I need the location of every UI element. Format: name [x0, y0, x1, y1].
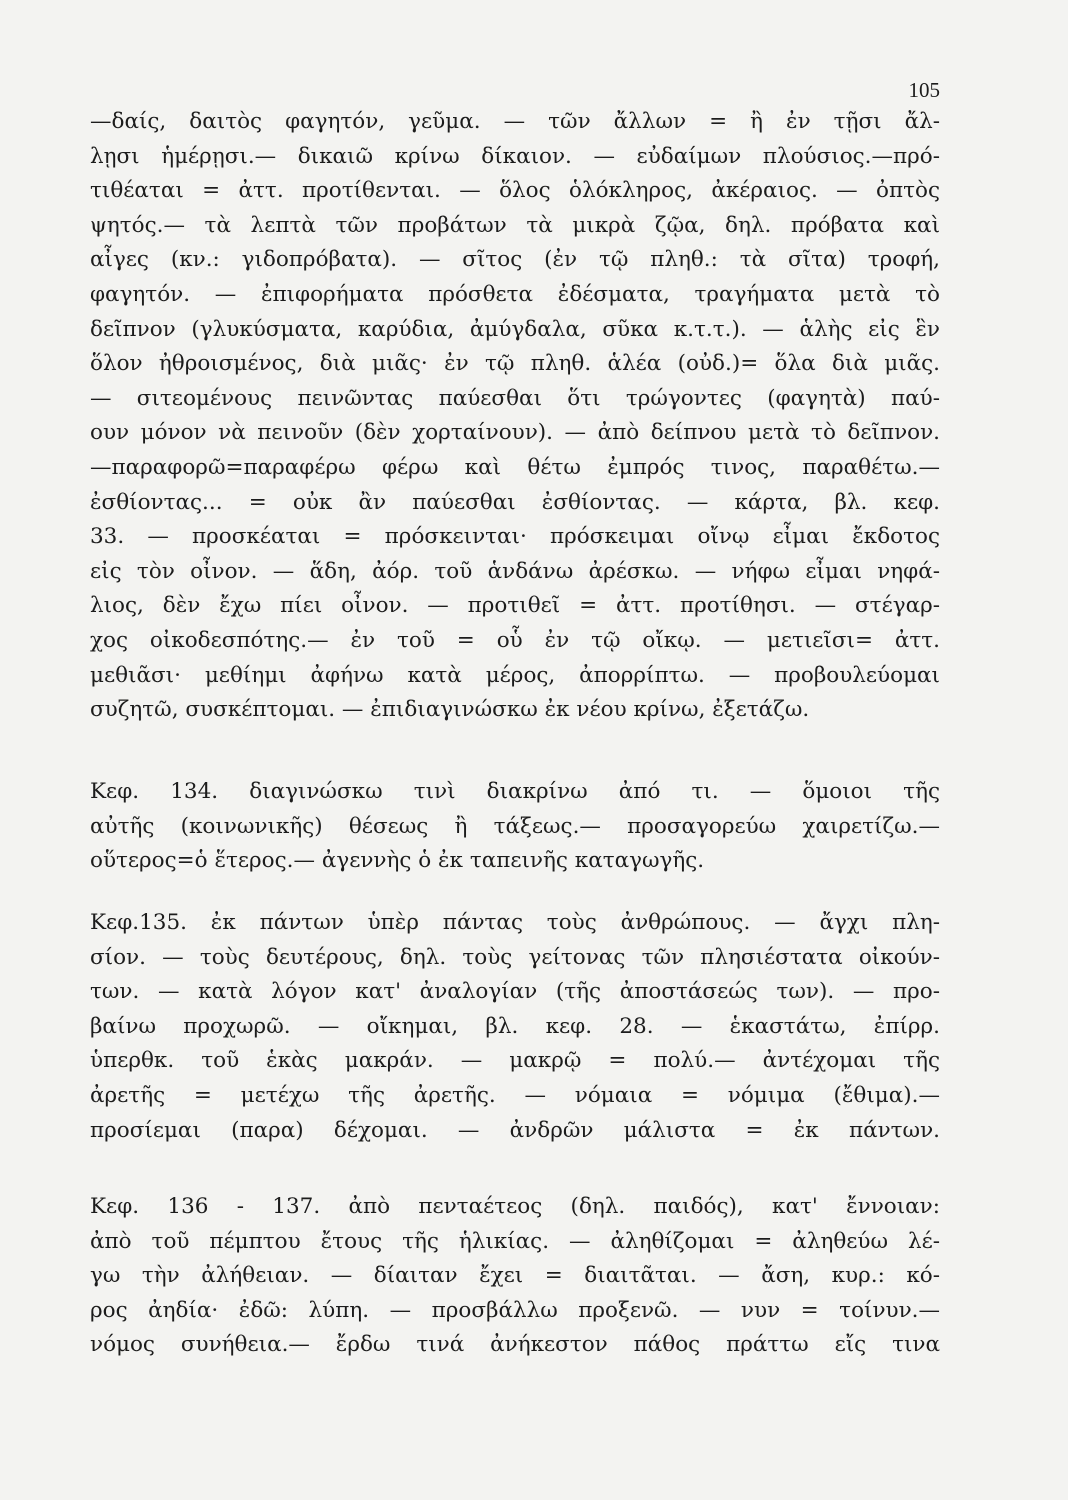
- paragraph-notes: [90, 105, 940, 728]
- text-line: των. — κατὰ λόγον κατ' ἀναλογίαν (τῆς ἀποστάσεώς των). — προ-: [90, 979, 940, 1005]
- text-line: συζητῶ, συσκέπτομαι. — ἐπιδιαγινώσκω ἐκ νέου κρίνω, ἐξετάζω.: [90, 697, 810, 723]
- text-line: 33. — προσκέαται = πρόσκεινται· πρόσκειμαι οἴνῳ εἶμαι ἔκδοτος: [90, 524, 940, 550]
- text-line: χος οἰκοδεσπότης.— ἐν τοῦ = οὗ ἐν τῷ οἴκῳ. — μετιεῖσι= ἀττ.: [90, 627, 940, 653]
- text-line: ἐσθίοντας... = οὐκ ἂν παύεσθαι ἐσθίοντας. — κάρτα, βλ. κεφ.: [90, 489, 940, 515]
- text-line: τιθέαται = ἀττ. προτίθενται. — ὅλος ὁλόκληρος, ἀκέραιος. — ὀπτὸς: [90, 178, 940, 204]
- text-line: αἶγες (κν.: γιδοπρόβατα). — σῖτος (ἐν τῷ πληθ.: τὰ σῖτα) τροφή,: [90, 247, 940, 273]
- text-line: φαγητόν. — ἐπιφορήματα πρόσθετα ἐδέσματα, τραγήματα μετὰ τὸ: [90, 281, 940, 307]
- page-number: 105: [908, 78, 940, 102]
- text-line: βαίνω προχωρῶ. — οἴκημαι, βλ. κεφ. 28. — ἑκαστάτω, ἐπίρρ.: [90, 1013, 940, 1039]
- text-line: Κεφ. 134. διαγινώσκω τινὶ διακρίνω ἀπό τι. — ὅμοιοι τῆς: [90, 779, 940, 804]
- text-line: ουν μόνον νὰ πεινοῦν (δὲν χορταίνουν). — ἀπὸ δείπνου μετὰ τὸ δεῖπνον.: [90, 420, 940, 446]
- text-line: οὕτερος=ὁ ἕτερος.— ἀγεννὴς ὁ ἐκ ταπεινῆς καταγωγῆς.: [90, 848, 705, 874]
- text-line: δεῖπνον (γλυκύσματα, καρύδια, ἀμύγδαλα, σῦκα κ.τ.τ.). — ἁλὴς εἰς ἓν: [90, 316, 940, 342]
- text-line: ἀπὸ τοῦ πέμπτου ἔτους τῆς ἡλικίας. — ἀληθίζομαι = ἀληθεύω λέ-: [90, 1228, 940, 1254]
- paragraph-chapter-135: [90, 906, 940, 1148]
- text-line: αὐτῆς (κοινωνικῆς) θέσεως ἢ τάξεως.— προσαγορεύω χαιρετίζω.—: [90, 813, 940, 839]
- text-line: νόμος συνήθεια.— ἔρδω τινά ἀνήκεστον πάθος πράττω εἴς τινα: [90, 1332, 940, 1358]
- text-line: μεθιᾶσι· μεθίημι ἀφήνω κατὰ μέρος, ἀπορρίπτω. — προβουλεύομαι: [90, 662, 940, 688]
- text-line: λιος, δὲν ἔχω πίει οἶνον. — προτιθεῖ = ἀττ. προτίθησι. — στέγαρ-: [90, 593, 940, 619]
- text-line: ρος ἀηδία· ἐδῶ: λύπη. — προσβάλλω προξενῶ. — νυν = τοίνυν.—: [90, 1297, 940, 1323]
- text-line: ἀρετῆς = μετέχω τῆς ἀρετῆς. — νόμαια = νόμιμα (ἔθιμα).—: [90, 1082, 940, 1108]
- text-line: σίον. — τοὺς δευτέρους, δηλ. τοὺς γείτονας τῶν πλησιέστατα οἰκούν-: [90, 944, 940, 970]
- paragraph-chapter-134: [90, 775, 940, 879]
- text-line: —παραφορῶ=παραφέρω φέρω καὶ θέτω ἐμπρός τινος, παραθέτω.—: [90, 454, 940, 480]
- text-line: ὑπερθκ. τοῦ ἑκὰς μακράν. — μακρῷ = πολύ.— ἀντέχομαι τῆς: [90, 1048, 940, 1074]
- text-line: γω τὴν ἀλήθειαν. — δίαιταν ἔχει = διαιτᾶται. — ἄση, κυρ.: κό-: [90, 1263, 940, 1289]
- text-line: Κεφ.135. ἐκ πάντων ὑπὲρ πάντας τοὺς ἀνθρώπους. — ἄγχι πλη-: [90, 910, 940, 935]
- text-line: ὅλον ἠθροισμένος, διὰ μιᾶς· ἐν τῷ πληθ. ἁλέα (οὐδ.)= ὅλα διὰ μιᾶς.: [90, 351, 940, 377]
- paragraph-chapter-136-137: [90, 1190, 940, 1363]
- text-line: προσίεμαι (παρα) δέχομαι. — ἀνδρῶν μάλιστα = ἐκ πάντων.: [90, 1117, 940, 1143]
- text-line: εἰς τὸν οἶνον. — ἅδη, ἀόρ. τοῦ ἁνδάνω ἀρέσκω. — νήφω εἶμαι νηφά-: [90, 558, 940, 584]
- text-line: — σιτεομένους πεινῶντας παύεσθαι ὅτι τρώγοντες (φαγητὰ) παύ-: [90, 385, 940, 411]
- text-line: Κεφ. 136 - 137. ἀπὸ πενταέτεος (δηλ. παιδός), κατ' ἔννοιαν:: [90, 1194, 940, 1219]
- text-line: λῃσι ἡμέρῃσι.— δικαιῶ κρίνω δίκαιον. — εὐδαίμων πλούσιος.—πρό-: [90, 143, 940, 169]
- text-line: ψητός.— τὰ λεπτὰ τῶν προβάτων τὰ μικρὰ ζῷα, δηλ. πρόβατα καὶ: [90, 212, 940, 238]
- text-line: —δαίς, δαιτὸς φαγητόν, γεῦμα. — τῶν ἄλλων = ἢ ἐν τῇσι ἄλ-: [90, 109, 940, 134]
